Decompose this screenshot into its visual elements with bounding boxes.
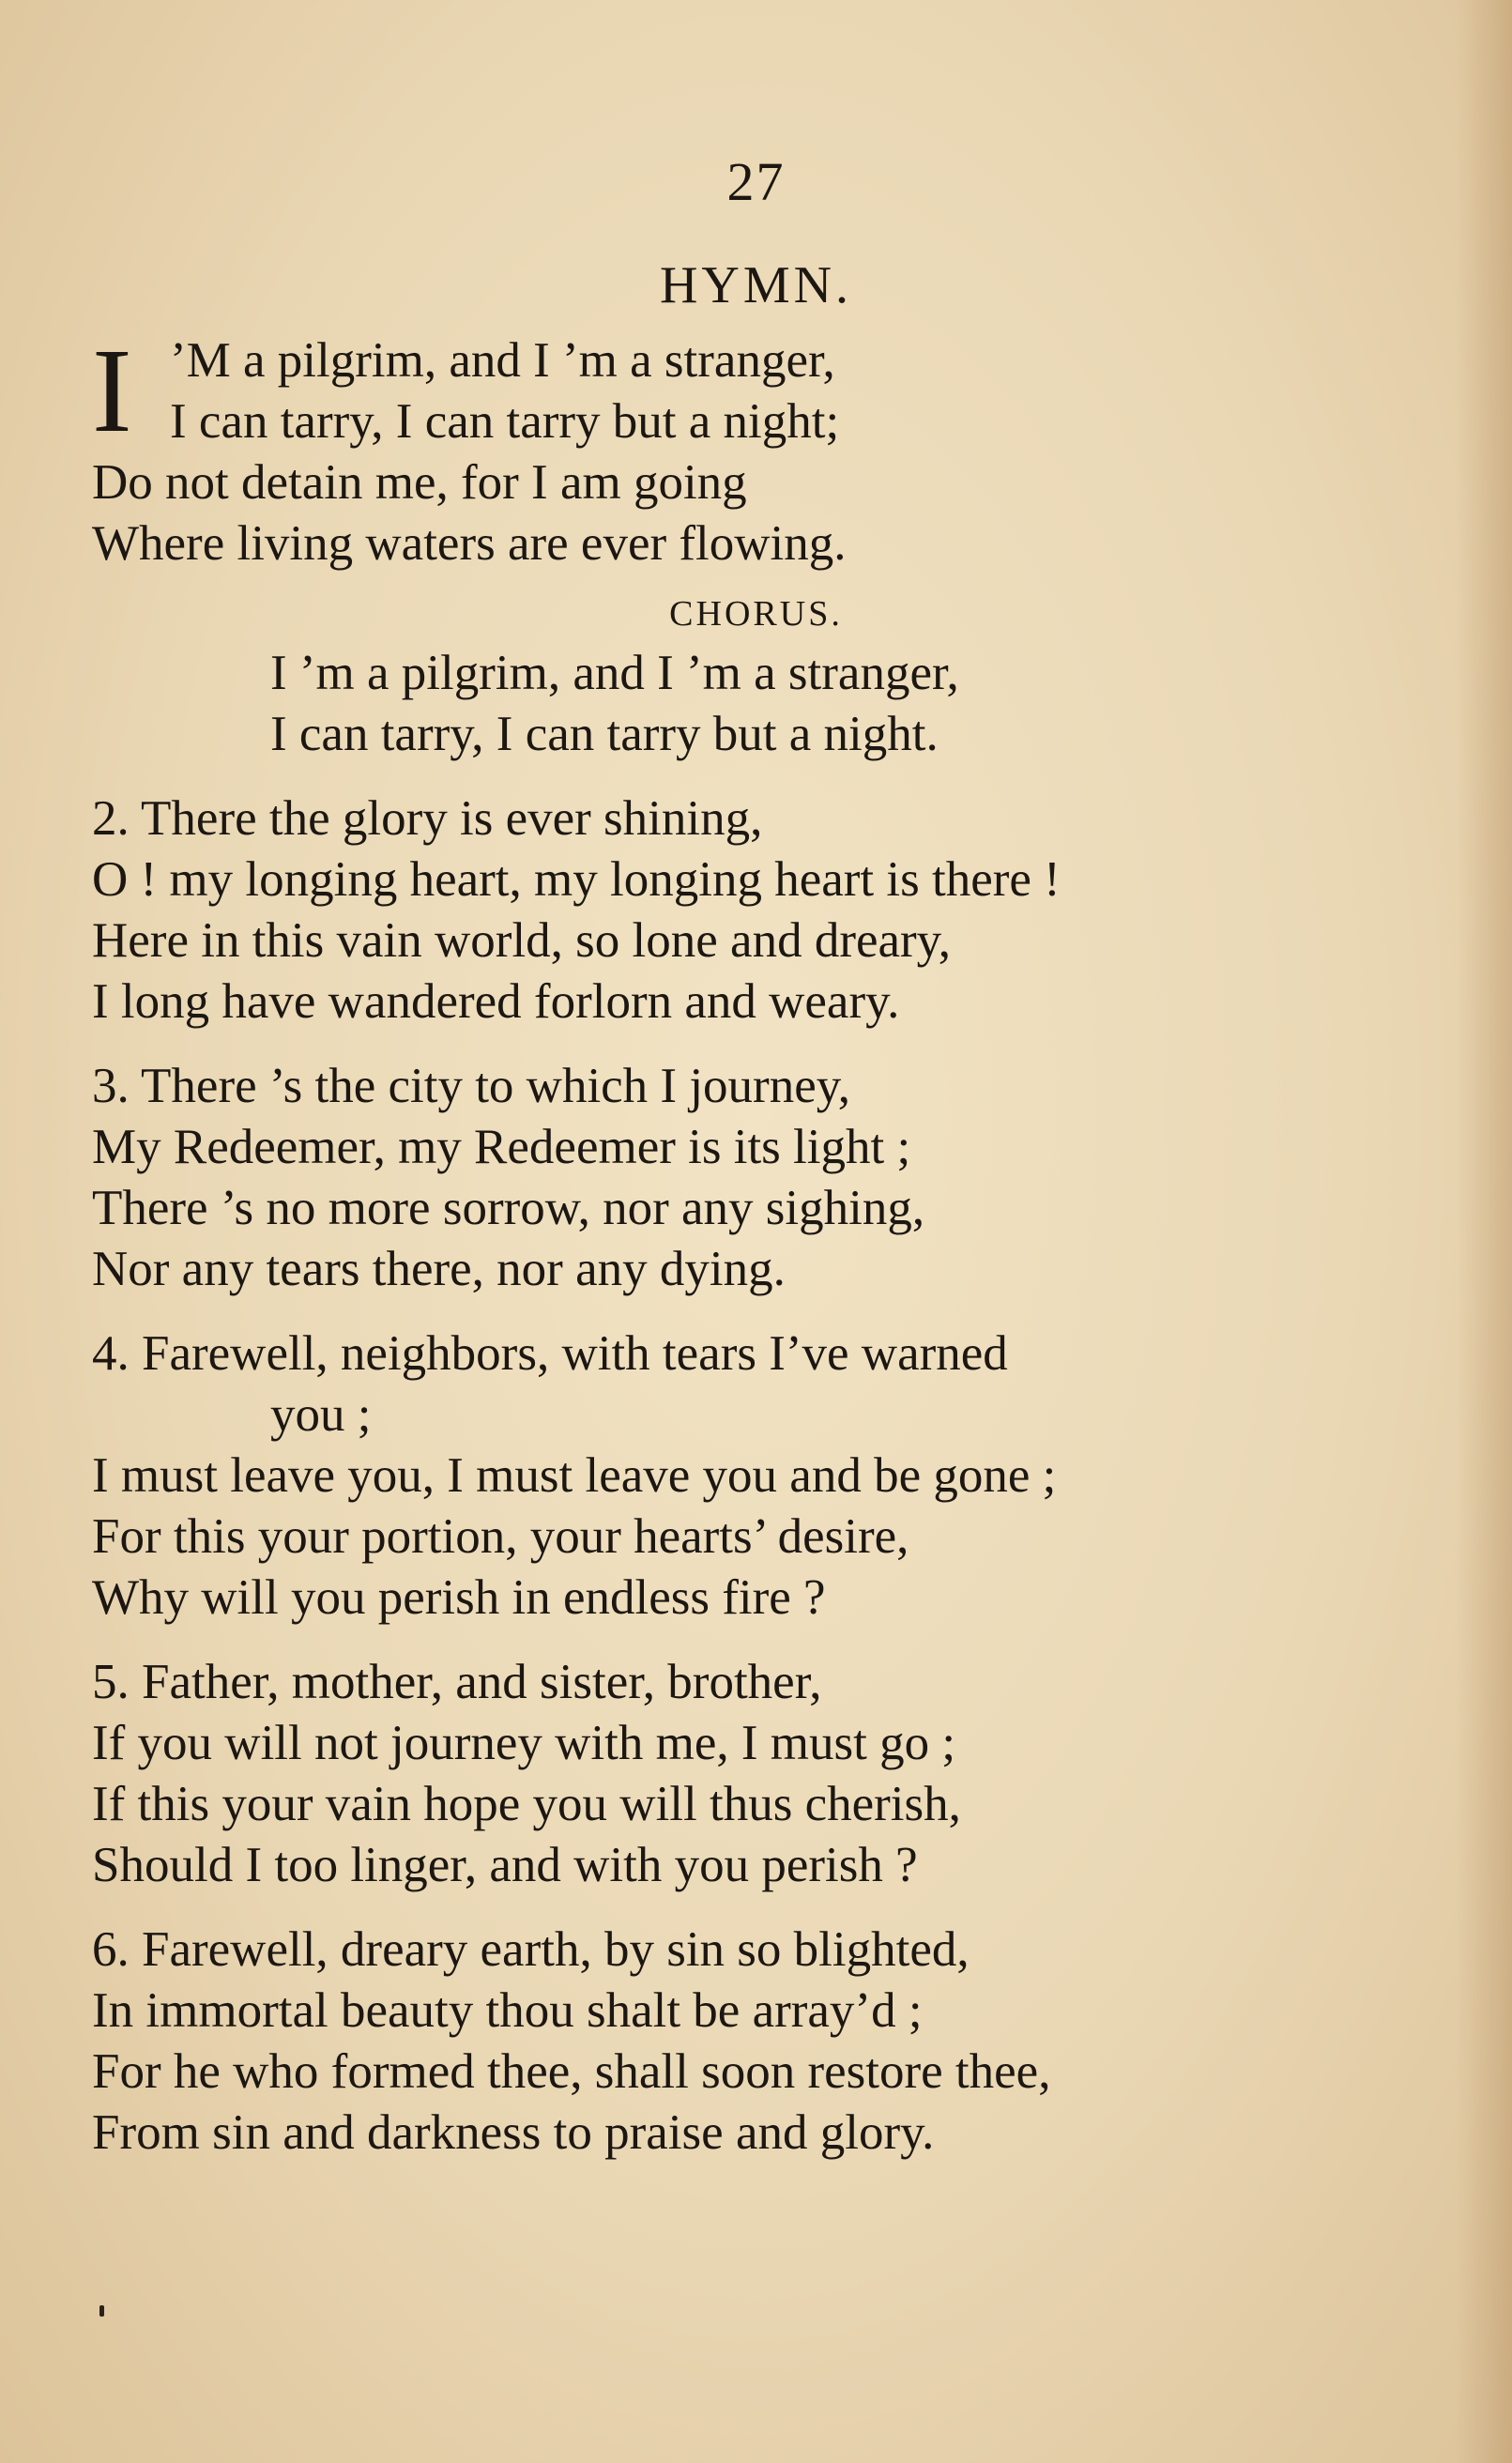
verse-line: I long have wandered forlorn and weary. <box>92 974 900 1029</box>
page-number: 27 <box>726 151 786 212</box>
verse-2 <box>92 788 1406 1033</box>
verse-4 <box>92 1323 1406 1629</box>
verse-line: Why will you perish in endless fire ? <box>92 1570 826 1625</box>
verse-line: If you will not journey with me, I must go ; <box>92 1716 956 1770</box>
verse-line: O ! my longing heart, my longing heart is there ! <box>92 852 1061 907</box>
verse-line: 4. Farewell, neighbors, with tears I’ve warned <box>92 1326 1008 1381</box>
verse-line: I can tarry, I can tarry but a night; <box>170 394 840 449</box>
verse-line: Should I too linger, and with you perish ? <box>92 1838 918 1892</box>
verse-6 <box>92 1920 1406 2164</box>
verse-line: 2. There the glory is ever shining, <box>92 791 763 846</box>
verse-line: If this your vain hope you will thus cherish, <box>92 1777 961 1831</box>
verse-line: 6. Farewell, dreary earth, by sin so blighted, <box>92 1922 970 1977</box>
hymn-title: HYMN. <box>659 256 853 314</box>
verse-line: 5. Father, mother, and sister, brother, <box>92 1655 822 1709</box>
page-edge-shadow <box>1456 0 1512 2463</box>
chorus-line: I ’m a pilgrim, and I ’m a stranger, <box>270 646 959 700</box>
drop-cap: I <box>92 324 132 457</box>
chorus-line: I can tarry, I can tarry but a night. <box>270 707 939 761</box>
verse-line: For he who formed thee, shall soon restore thee, <box>92 2044 1051 2099</box>
chorus-label: CHORUS. <box>669 594 843 634</box>
verse-line: In immortal beauty thou shalt be array’d ; <box>92 1983 923 2038</box>
verse-3 <box>92 1056 1406 1300</box>
verse-line: you ; <box>270 1387 372 1442</box>
verse-line: For this your portion, your hearts’ desire, <box>92 1509 909 1564</box>
verse-line: My Redeemer, my Redeemer is its light ; <box>92 1120 911 1174</box>
verse-line: From sin and darkness to praise and glory. <box>92 2105 935 2160</box>
verse-line: 3. There ’s the city to which I journey, <box>92 1059 851 1113</box>
verse-1 <box>92 324 1406 574</box>
verse-line: I must leave you, I must leave you and be gone ; <box>92 1448 1057 1503</box>
verse-line: Do not detain me, for I am going <box>92 455 747 510</box>
verse-line: Where living waters are ever flowing. <box>92 516 847 571</box>
verse-line: Here in this vain world, so lone and dreary, <box>92 913 951 968</box>
verse-5 <box>92 1652 1406 1896</box>
verse-line: ’M a pilgrim, and I ’m a stranger, <box>170 333 835 388</box>
verse-line: Nor any tears there, nor any dying. <box>92 1242 786 1296</box>
chorus <box>270 643 1512 765</box>
ink-speck <box>99 2305 104 2317</box>
verse-line: There ’s no more sorrow, nor any sighing, <box>92 1181 925 1235</box>
